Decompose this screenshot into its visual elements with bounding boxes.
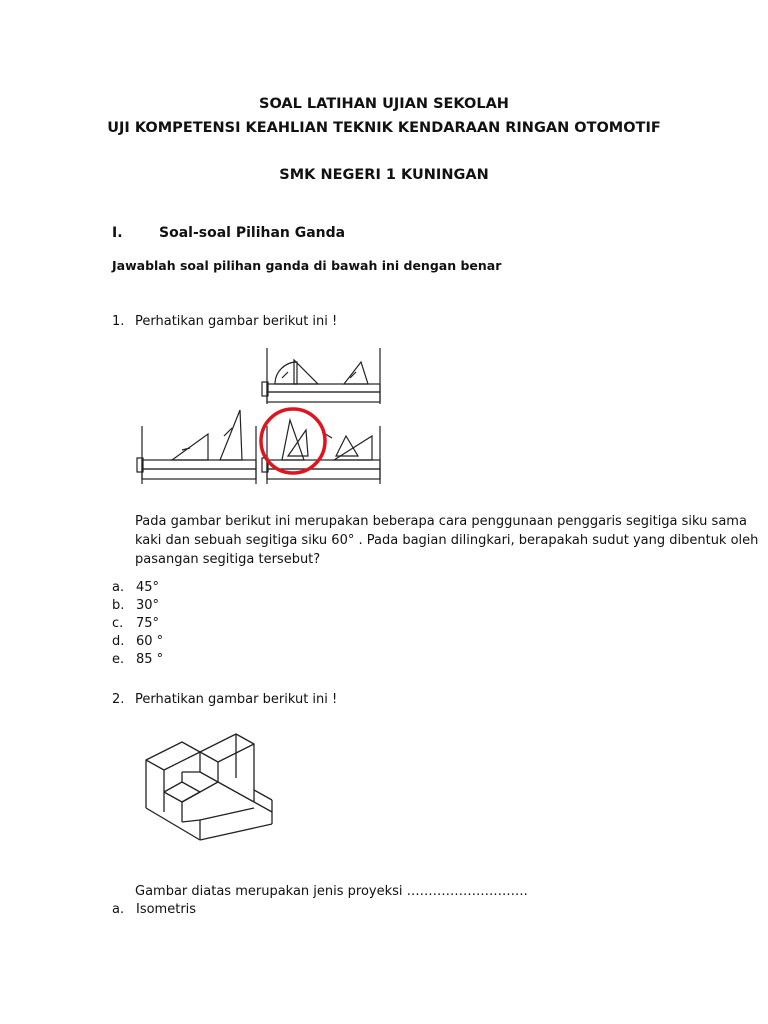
question-1-option-b: [112, 597, 159, 615]
section-instruction: Jawablah soal pilihan ganda di bawah ini dengan benar: [112, 258, 502, 273]
option-text: Isometris: [136, 902, 197, 917]
question-1-option-d: [112, 633, 163, 651]
option-letter: a.: [112, 580, 125, 595]
doc-title-line1: SOAL LATIHAN UJIAN SEKOLAH: [259, 96, 509, 112]
option-letter: a.: [112, 902, 125, 917]
question-2-prompt: Perhatikan gambar berikut ini !: [135, 692, 338, 707]
question-1-text-line1: Pada gambar berikut ini merupakan beberapa cara penggunaan penggaris segitiga siku sama: [135, 514, 747, 529]
option-text: 85 °: [136, 652, 164, 667]
question-1-option-e: [112, 651, 163, 669]
doc-title-line2: UJI KOMPETENSI KEAHLIAN TEKNIK KENDARAAN RINGAN OTOMOTIF: [107, 120, 661, 136]
option-letter: e.: [112, 652, 125, 667]
option-letter: c.: [112, 616, 124, 631]
question-1-prompt: Perhatikan gambar berikut ini !: [135, 314, 338, 329]
doc-school-name: SMK NEGERI 1 KUNINGAN: [279, 167, 489, 183]
question-1-text-line2: kaki dan sebuah segitiga siku 60° . Pada bagian dilingkari, berapakah sudut yang dibentuk oleh: [135, 533, 759, 548]
option-letter: d.: [112, 634, 125, 649]
question-2-text: Gambar diatas merupakan jenis proyeksi ……………………….: [135, 884, 528, 899]
section-number: I.: [112, 225, 123, 241]
question-2-option-a: [112, 901, 196, 919]
option-letter: b.: [112, 598, 125, 613]
question-2-number: 2.: [112, 692, 125, 707]
question-1-option-a: [112, 579, 159, 597]
question-1-figure: [136, 344, 384, 494]
question-1-option-c: [112, 615, 159, 633]
option-text: 75°: [136, 616, 160, 631]
option-text: 60 °: [136, 634, 164, 649]
question-2-isometric-figure: [136, 712, 286, 862]
question-1-text-line3: pasangan segitiga tersebut?: [135, 552, 321, 567]
option-text: 45°: [136, 580, 160, 595]
highlight-circle: [261, 409, 325, 473]
option-text: 30°: [136, 598, 160, 613]
question-1-number: 1.: [112, 314, 125, 329]
section-title: Soal-soal Pilihan Ganda: [159, 225, 346, 241]
